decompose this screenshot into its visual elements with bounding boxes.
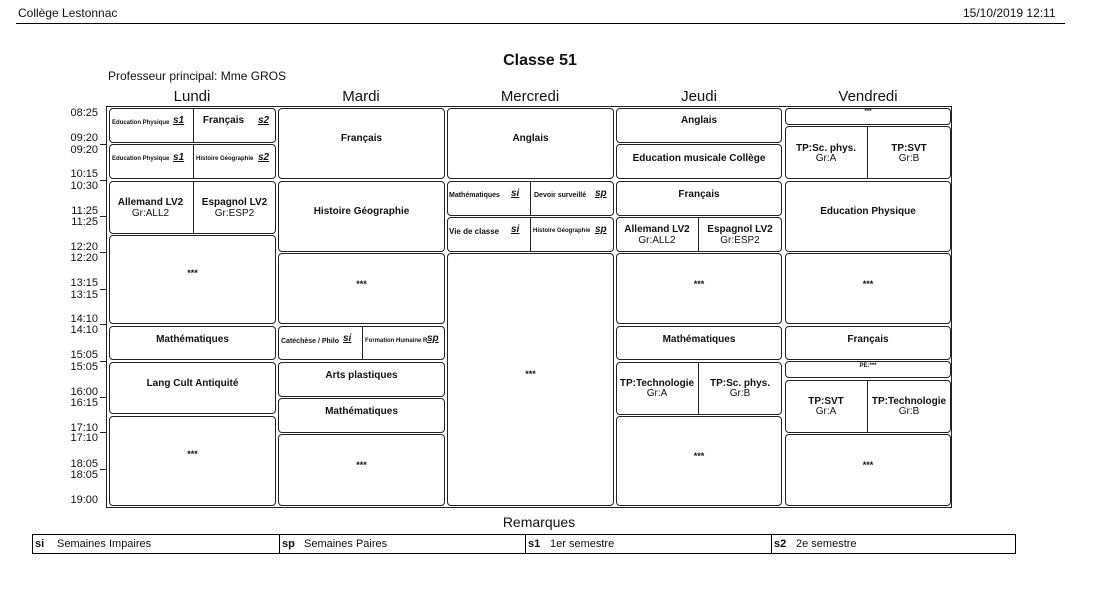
course-cell[interactable] bbox=[447, 108, 614, 179]
course-label: Espagnol LV2 bbox=[201, 197, 268, 208]
empty-slot[interactable] bbox=[109, 416, 276, 506]
course-label: Mathématiques bbox=[156, 334, 229, 345]
course-cell[interactable] bbox=[109, 326, 276, 360]
legend-text: Semaines Impaires bbox=[57, 538, 152, 550]
legend-text: 1er semestre bbox=[550, 538, 615, 550]
time-label: 08:25 bbox=[70, 107, 98, 119]
header-divider bbox=[16, 23, 1065, 24]
legend-item bbox=[525, 535, 772, 553]
course-label: TP:SVT bbox=[891, 143, 927, 154]
course-label: Anglais bbox=[512, 133, 549, 144]
empty-marker: *** bbox=[187, 268, 198, 278]
time-label: 10:15 bbox=[70, 168, 98, 180]
course-label: Mathématiques bbox=[662, 334, 736, 345]
course-cell[interactable] bbox=[616, 108, 782, 143]
time-label: 17:10 bbox=[70, 432, 98, 444]
course-label: Lang Cult Antiquité bbox=[146, 378, 239, 389]
course-label: Allemand LV2 bbox=[624, 224, 690, 235]
empty-slot[interactable] bbox=[447, 253, 614, 506]
cell-divider bbox=[530, 218, 531, 251]
course-cell[interactable] bbox=[109, 181, 276, 234]
course-cell[interactable] bbox=[278, 326, 445, 360]
day-header-mardi: Mardi bbox=[342, 88, 380, 105]
group-label: Gr:B bbox=[898, 406, 920, 417]
week-marker: sp bbox=[595, 188, 607, 199]
time-label: 09:20 bbox=[70, 144, 98, 156]
time-label: 14:10 bbox=[70, 313, 98, 325]
course-cell[interactable] bbox=[109, 144, 276, 179]
time-label: 16:15 bbox=[70, 397, 98, 409]
empty-marker: *** bbox=[187, 449, 198, 459]
course-cell[interactable] bbox=[616, 144, 782, 179]
week-marker: si bbox=[343, 333, 352, 344]
course-label: Histoire Géographie bbox=[533, 228, 591, 234]
course-label: Formation Humaine R bbox=[365, 338, 428, 344]
course-cell[interactable] bbox=[616, 326, 782, 360]
legend-text: Semaines Paires bbox=[304, 538, 388, 550]
remarks-title: Remarques bbox=[502, 514, 576, 530]
time-label: 15:05 bbox=[70, 349, 98, 361]
course-label: Education Physique bbox=[112, 156, 170, 162]
legend-item bbox=[771, 535, 1016, 553]
course-label: Français bbox=[847, 334, 889, 345]
empty-marker: *** bbox=[862, 460, 874, 470]
course-label: Histoire Géographie bbox=[313, 206, 410, 217]
empty-slot[interactable] bbox=[278, 253, 445, 324]
time-label: 12:20 bbox=[70, 252, 98, 264]
course-label: Education Physique bbox=[820, 206, 916, 217]
group-label: Gr:A bbox=[815, 406, 837, 417]
empty-marker: *** bbox=[862, 279, 874, 289]
course-label: Mathématiques bbox=[325, 406, 398, 417]
principal-teacher: Professeur principal: Mme GROS bbox=[108, 69, 287, 83]
legend-code: s1 bbox=[528, 538, 541, 550]
course-label: TP:Technologie bbox=[871, 396, 947, 407]
day-header-vendredi: Vendredi bbox=[838, 88, 898, 105]
course-label: Espagnol LV2 bbox=[707, 224, 773, 235]
course-cell[interactable] bbox=[785, 126, 951, 179]
course-cell[interactable] bbox=[785, 326, 951, 360]
day-header-jeudi: Jeudi bbox=[681, 88, 717, 105]
course-label: Education musicale Collège bbox=[632, 153, 766, 164]
empty-slot[interactable] bbox=[785, 253, 951, 324]
week-marker: s1 bbox=[173, 152, 185, 163]
empty-slot[interactable] bbox=[109, 235, 276, 324]
legend-code: sp bbox=[282, 538, 295, 550]
course-label: Français bbox=[340, 133, 383, 144]
cell-divider bbox=[362, 327, 363, 359]
course-cell[interactable] bbox=[109, 108, 276, 143]
legend-text: 2e semestre bbox=[796, 538, 857, 550]
empty-slot[interactable] bbox=[785, 434, 951, 506]
course-label: TP:Sc. phys. bbox=[795, 143, 856, 154]
empty-slot[interactable] bbox=[785, 108, 951, 125]
course-cell[interactable] bbox=[616, 362, 782, 415]
course-label: Vie de classe bbox=[449, 227, 500, 236]
remarks-legend bbox=[32, 534, 1016, 554]
week-marker: s1 bbox=[173, 115, 185, 126]
course-cell[interactable] bbox=[785, 380, 951, 433]
time-label: 09:20 bbox=[70, 132, 98, 144]
time-label: 18:05 bbox=[70, 458, 98, 470]
time-label: 17:10 bbox=[70, 422, 98, 434]
group-label: Gr:B bbox=[898, 153, 920, 164]
course-label: Devoir surveillé bbox=[534, 192, 587, 199]
empty-slot[interactable] bbox=[616, 253, 782, 324]
course-cell[interactable] bbox=[278, 108, 445, 179]
course-label: Allemand LV2 bbox=[117, 197, 184, 208]
legend-code: s2 bbox=[774, 538, 787, 550]
page-title: Classe 51 bbox=[503, 52, 577, 69]
empty-marker: *** bbox=[356, 460, 367, 470]
time-label: 14:10 bbox=[70, 324, 98, 336]
week-marker: s2 bbox=[258, 115, 270, 126]
time-label: 10:30 bbox=[70, 180, 98, 192]
time-label: 13:15 bbox=[70, 277, 98, 289]
course-label: Histoire Géographie bbox=[196, 156, 254, 162]
legend-item bbox=[33, 535, 279, 553]
legend-item bbox=[279, 535, 526, 553]
course-cell[interactable] bbox=[616, 181, 782, 216]
legend-code: si bbox=[35, 538, 45, 550]
course-label: Français bbox=[678, 189, 720, 200]
week-marker: si bbox=[511, 224, 520, 235]
empty-slot[interactable] bbox=[616, 416, 782, 506]
course-cell[interactable] bbox=[785, 361, 951, 378]
course-cell[interactable] bbox=[785, 181, 951, 252]
time-label: 15:05 bbox=[70, 361, 98, 373]
group-label: Gr:ESP2 bbox=[214, 208, 255, 219]
time-label: 13:15 bbox=[70, 289, 98, 301]
group-label: Gr:A bbox=[646, 388, 668, 399]
course-cell[interactable] bbox=[616, 217, 782, 252]
course-label: Français bbox=[202, 115, 245, 126]
course-label: Education Physique bbox=[112, 120, 170, 126]
course-cell[interactable] bbox=[447, 181, 614, 216]
course-label: PE:*** bbox=[859, 363, 877, 369]
week-marker: si bbox=[511, 188, 520, 199]
week-marker: sp bbox=[427, 333, 439, 344]
course-label: Mathématiques bbox=[449, 192, 500, 199]
course-cell[interactable] bbox=[278, 398, 445, 433]
school-name: Collège Lestonnac bbox=[18, 6, 118, 20]
course-label: Arts plastiques bbox=[325, 370, 398, 381]
time-label: 19:00 bbox=[70, 494, 98, 506]
group-label: Gr:ALL2 bbox=[638, 235, 676, 246]
time-label: 11:25 bbox=[71, 216, 98, 228]
course-label: Anglais bbox=[680, 115, 718, 126]
empty-marker: *** bbox=[864, 109, 872, 115]
course-cell[interactable] bbox=[278, 362, 445, 397]
course-cell[interactable] bbox=[109, 362, 276, 414]
time-label: 12:20 bbox=[70, 241, 98, 253]
empty-marker: *** bbox=[356, 279, 367, 289]
week-marker: sp bbox=[595, 224, 607, 235]
empty-marker: *** bbox=[693, 279, 705, 289]
group-label: Gr:A bbox=[815, 153, 837, 164]
course-label: TP:SVT bbox=[808, 396, 844, 407]
time-label: 18:05 bbox=[70, 469, 98, 481]
group-label: Gr:ALL2 bbox=[131, 208, 170, 219]
time-label: 11:25 bbox=[71, 205, 98, 217]
course-label: Catéchèse / Philo bbox=[281, 338, 339, 345]
day-header-lundi: Lundi bbox=[173, 88, 211, 105]
print-datetime: 15/10/2019 12:11 bbox=[963, 6, 1056, 20]
empty-marker: *** bbox=[693, 451, 705, 461]
course-label: TP:Technologie bbox=[619, 378, 695, 389]
week-marker: s2 bbox=[258, 152, 270, 163]
time-label: 16:00 bbox=[70, 386, 98, 398]
empty-marker: *** bbox=[525, 369, 536, 379]
cell-divider bbox=[193, 145, 194, 178]
course-cell[interactable] bbox=[447, 217, 614, 252]
cell-divider bbox=[530, 182, 531, 215]
day-header-mercredi: Mercredi bbox=[500, 88, 560, 105]
group-label: Gr:B bbox=[729, 388, 751, 399]
course-label: TP:Sc. phys. bbox=[709, 378, 770, 389]
empty-slot[interactable] bbox=[278, 434, 445, 506]
group-label: Gr:ESP2 bbox=[720, 235, 760, 246]
course-cell[interactable] bbox=[278, 181, 445, 252]
